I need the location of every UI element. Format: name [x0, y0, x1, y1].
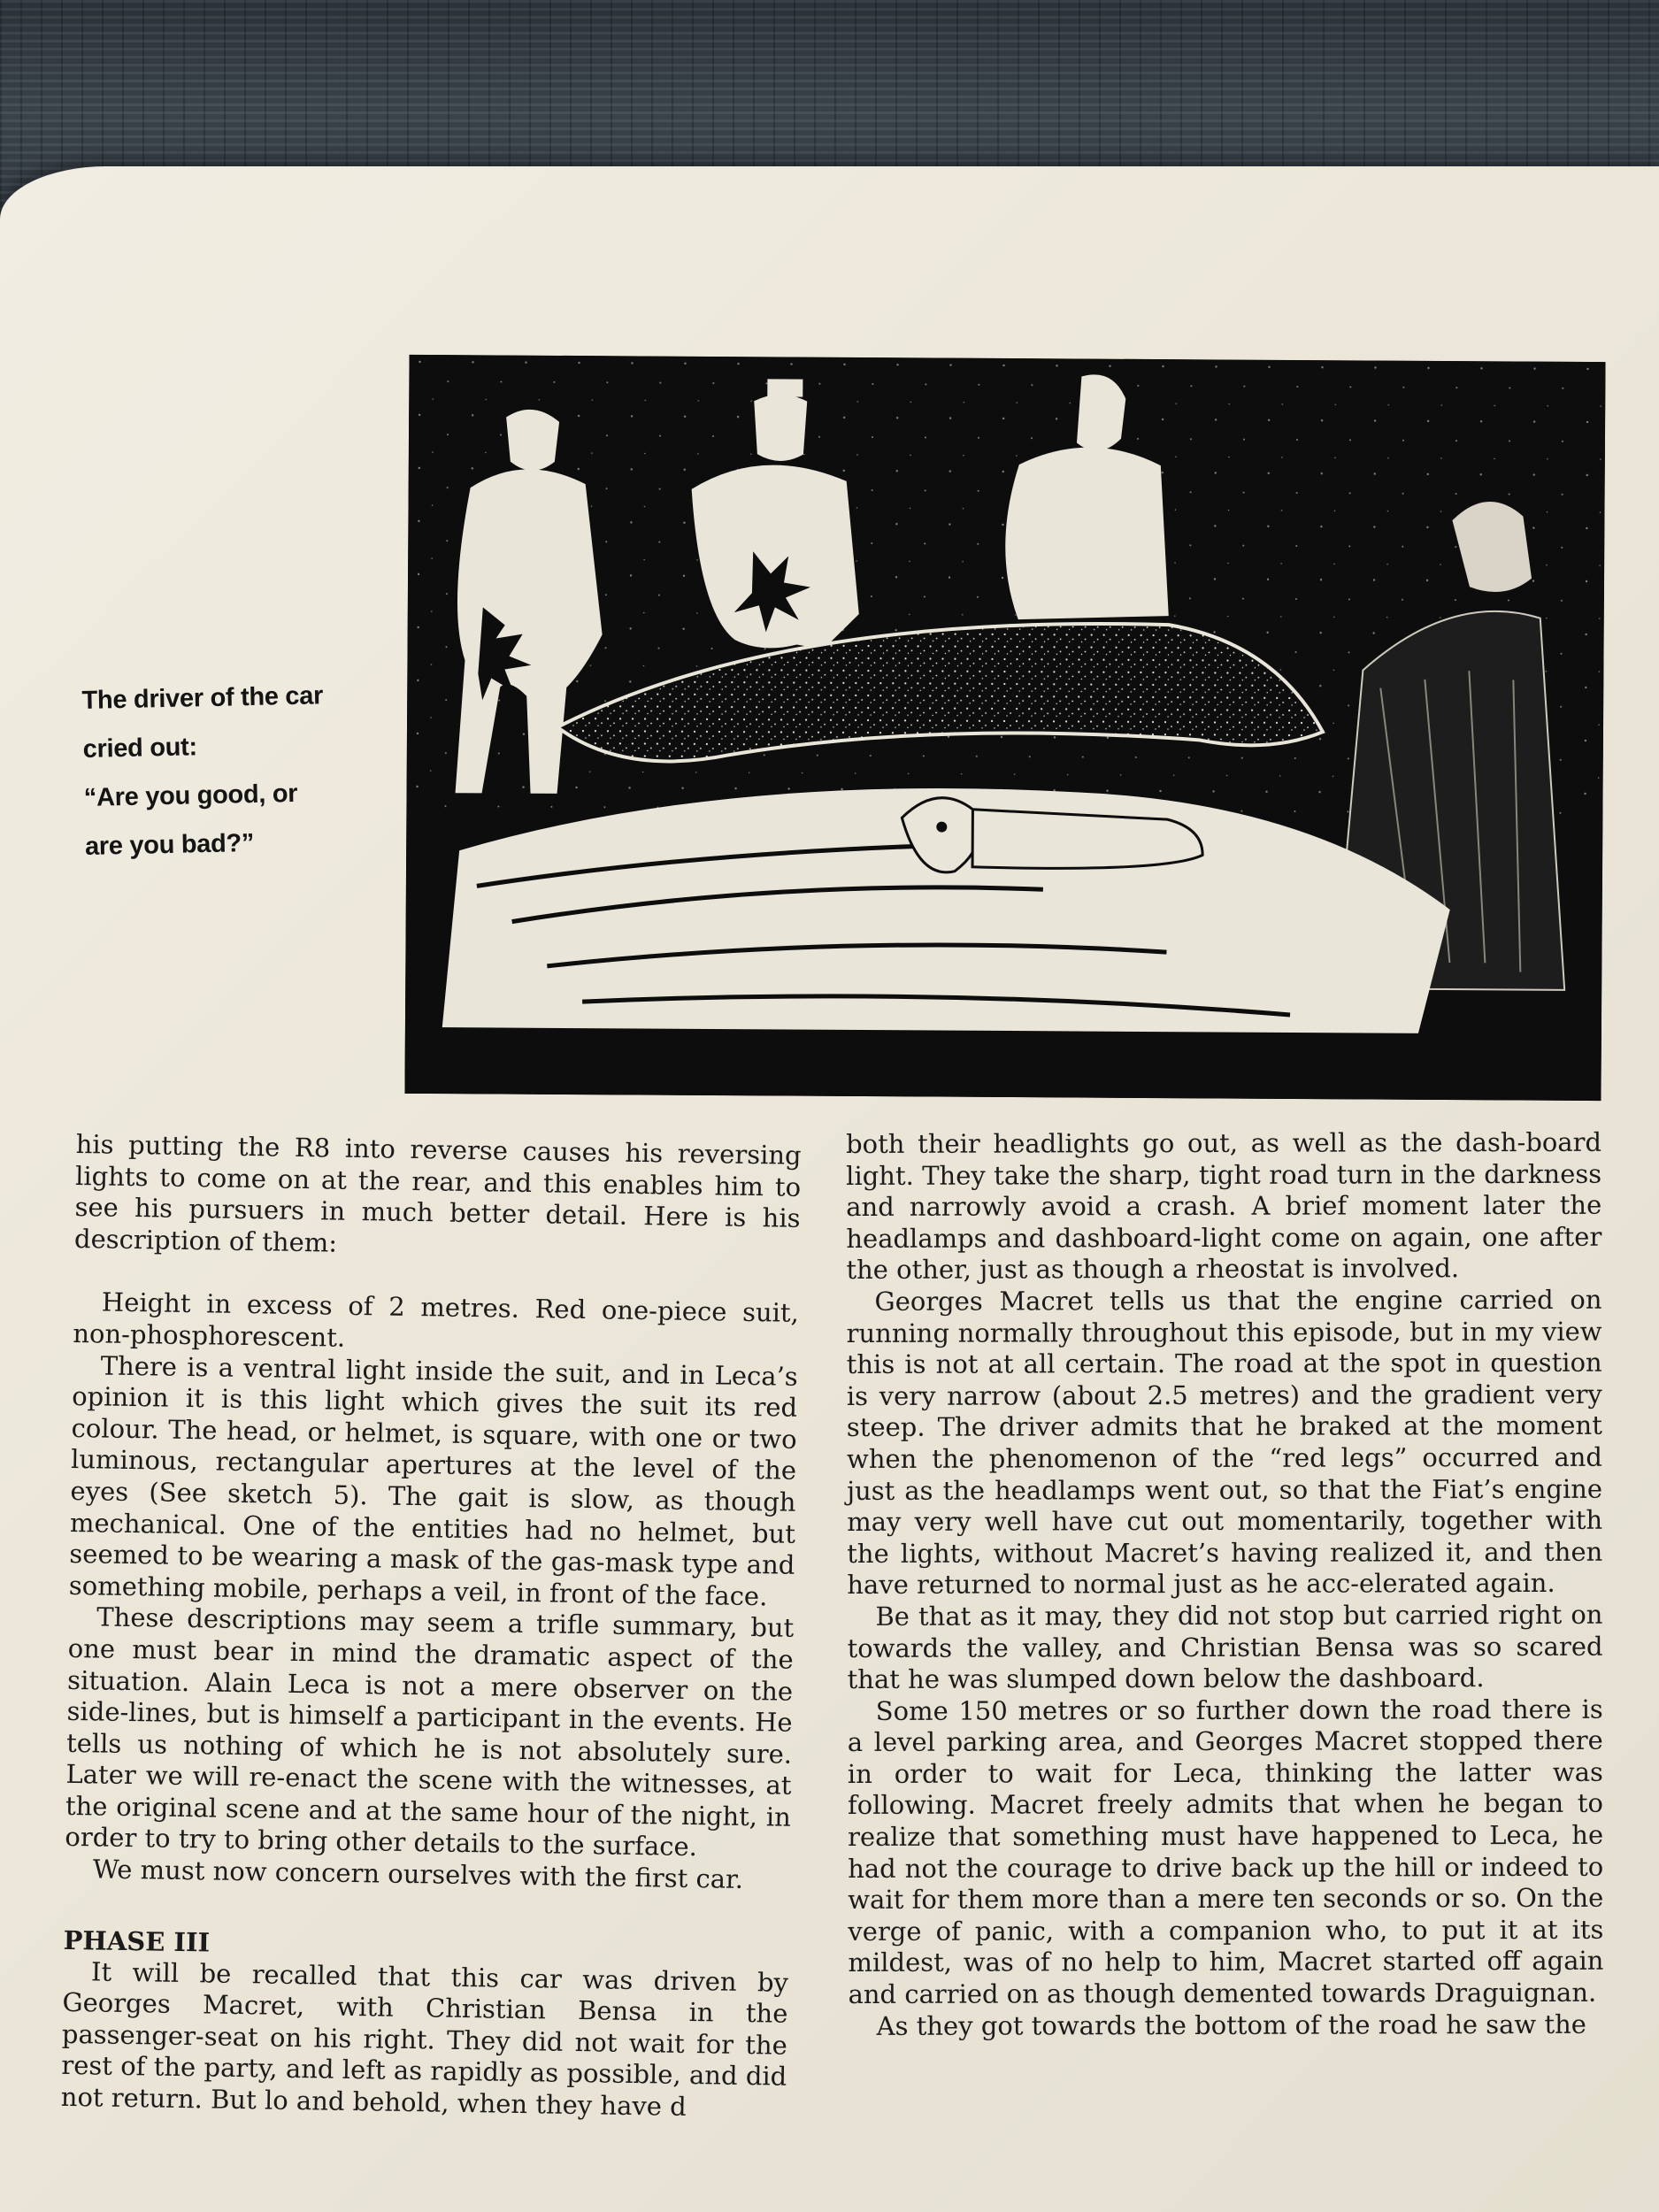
caption-line: “Are you good, or [83, 779, 298, 812]
paragraph: There is a ventral light inside the suit, and in Leca’s opinion it is this light which gives the suit its red colour. The head, or helmet, is square, with one or two luminous, rectangular apertures at the level of the eyes (See sketch 5). The gait is slow, as though mechanical. One of the entities had no helmet, but seemed to be wearing a mask of the gas-mask type and something mobile, perhaps a veil, in front of the face. [68, 1350, 798, 1612]
illustration-caption [81, 671, 378, 872]
left-text-column [61, 1129, 802, 2124]
section-heading: PHASE III [63, 1924, 211, 1958]
paragraph: his putting the R8 into reverse causes his reversing lights to come on at the rear, and this enables him to see his pursuers in much better detail. Here is his description of them: [73, 1129, 802, 1258]
paragraph: We must now concern ourselves with the first car. [92, 1854, 744, 1895]
paragraph: Height in excess of 2 metres. Red one-piece suit, non-phosphorescent. [73, 1286, 800, 1353]
paragraph: Be that as it may, they did not stop but carried right on towards the valley, and Christian Bensa was so scared that he was slumped down below the dashboard. [847, 1599, 1603, 1695]
paragraph: both their headlights go out, as well as the dash-board light. They take the sharp, tight road turn in the darkness and narrowly avoid a crash. A brief moment later the headlamps and dashboard-light come on again, one after the other, just as though a rheostat is involved. [846, 1126, 1602, 1286]
caption-line: The driver of the car [81, 681, 324, 715]
paragraph: As they got towards the bottom of the road he saw the [876, 2008, 1586, 2041]
right-text-column [846, 1127, 1604, 2042]
caption-line: are you bad?” [84, 828, 255, 861]
paragraph: These descriptions may seem a trifle summary, but one must bear in mind the dramatic aspect of the situation. Alain Leca is not a mere observer on the side-lines, but is himself a participant in the events. He tells us nothing of which he is not absolutely sure. Later we will re-enact the scene with the witnesses, at the original scene and at the same hour of the night, in order to try to bring other details to the surface. [65, 1601, 795, 1863]
caption-line: cried out: [82, 733, 198, 764]
paragraph: Georges Macret tells us that the engine carried on running normally throughout this episode, but in my view this is not at all certain. The road at the spot in question is very narrow (about 2.5 metres) and the gradient very steep. The driver admits that he braked at the moment when the phenomenon of the “red legs” occurred and just as the headlamps went out, so that the Fiat’s engine may very well have cut out momentarily, together with the lights, without Macret’s having realized it, and then have returned to normal just as he acc-elerated again. [846, 1284, 1603, 1601]
paragraph: It will be recalled that this car was driven by Georges Macret, with Christian Bensa in the passenger-seat on his right. They did not wait for the rest of the party, and left as rapidly as possible, and did not return. But lo and behold, when they have d [60, 1956, 789, 2122]
illustration-drawing [404, 355, 1605, 1101]
illustration-car-encounter [404, 355, 1605, 1101]
paragraph: Some 150 metres or so further down the road there is a level parking area, and Georges Macret stopped there in order to wait for Leca, thinking the latter was following. Macret freely admits that when he began to realize that something must have happened to Leca, he had not the courage to drive back up the hill or indeed to wait for them more than a mere ten seconds or so. On the verge of panic, with a companion who, to put it at its mildest, was of no help to him, Macret started off again and carried on as though demented towards Draguignan. [847, 1694, 1604, 2010]
